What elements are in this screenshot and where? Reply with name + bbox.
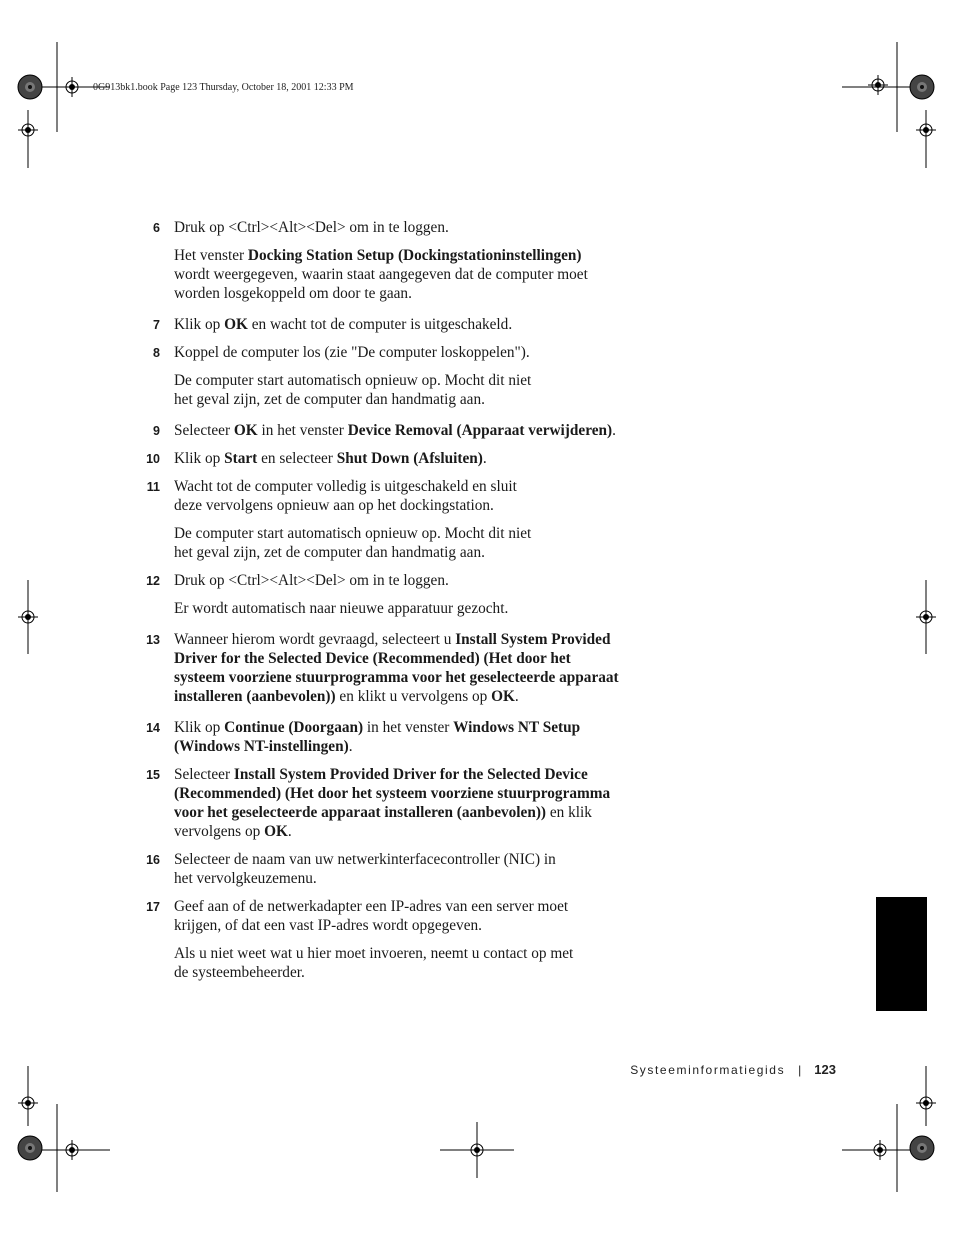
step-number: 14 [146, 721, 160, 735]
footer-section-title: Systeeminformatiegids [630, 1063, 786, 1077]
list-item [140, 449, 640, 468]
step-text [174, 897, 640, 982]
step-number: 13 [146, 633, 160, 647]
step-text [174, 850, 640, 888]
step-text [174, 630, 640, 706]
step-note: Het venster Docking Station Setup (Dockingstationinstellingen) wordt weergegeven, waarin staat aangegeven dat de computer moet worden losgekoppeld om door te gaan. [174, 247, 588, 302]
step-note: Als u niet weet wat u hier moet invoeren, neemt u contact op met de systeembeheerder. [174, 945, 574, 981]
section-thumb-tab [876, 897, 927, 1011]
step-number: 11 [146, 480, 160, 494]
step-number: 12 [146, 574, 160, 588]
step-text [174, 218, 640, 303]
step-number: 10 [146, 452, 160, 466]
step-instruction: Klik op Start en selecteer Shut Down (Afsluiten). [174, 450, 487, 467]
list-item [140, 218, 640, 303]
step-instruction: Selecteer OK in het venster Device Removal (Apparaat verwijderen). [174, 422, 616, 439]
step-instruction: Selecteer de naam van uw netwerkinterfacecontroller (NIC) in het vervolgkeuzemenu. [174, 851, 556, 887]
list-item [140, 315, 640, 334]
step-number: 7 [153, 318, 160, 332]
step-instruction: Geef aan of de netwerkadapter een IP-adres van een server moet krijgen, of dat een vast IP-adres wordt opgegeven. [174, 898, 569, 934]
step-note: De computer start automatisch opnieuw op. Mocht dit niet het geval zijn, zet de computer dan handmatig aan. [174, 525, 532, 561]
step-text [174, 421, 640, 440]
step-text [174, 718, 640, 756]
step-instruction: Wanneer hierom wordt gevraagd, selecteert u Install System Provided Driver for the Selected Device (Recommended) (Het door het systeem voorziene stuurprogramma voor het geselecteerde apparaat installeren (aanbevolen)) en klikt u vervolgens op OK. [174, 631, 619, 705]
list-item [140, 850, 640, 888]
step-note: De computer start automatisch opnieuw op. Mocht dit niet het geval zijn, zet de computer dan handmatig aan. [174, 372, 532, 408]
step-text [174, 449, 640, 468]
footer-separator: | [798, 1063, 802, 1077]
steps-list [140, 218, 640, 982]
step-instruction: Klik op Continue (Doorgaan) in het venster Windows NT Setup (Windows NT-instellingen). [174, 719, 581, 755]
step-instruction: Druk op <Ctrl><Alt><Del> om in te loggen. [174, 219, 449, 236]
page-footer [630, 1062, 836, 1077]
list-item [140, 897, 640, 982]
step-text [174, 571, 640, 618]
step-instruction: Koppel de computer los (zie "De computer loskoppelen"). [174, 344, 530, 361]
step-number: 16 [146, 853, 160, 867]
step-text [174, 765, 640, 841]
step-number: 6 [153, 221, 160, 235]
list-item [140, 571, 640, 618]
list-item [140, 421, 640, 440]
step-number: 8 [153, 346, 160, 360]
step-note: Er wordt automatisch naar nieuwe apparatuur gezocht. [174, 600, 509, 617]
list-item [140, 343, 640, 409]
step-number: 9 [153, 424, 160, 438]
page-number: 123 [814, 1062, 836, 1077]
step-number: 15 [146, 768, 160, 782]
list-item [140, 477, 640, 562]
step-instruction: Wacht tot de computer volledig is uitgeschakeld en sluit deze vervolgens opnieuw aan op het dockingstation. [174, 478, 517, 514]
step-instruction: Klik op OK en wacht tot de computer is uitgeschakeld. [174, 316, 513, 333]
step-text [174, 315, 640, 334]
list-item [140, 765, 640, 841]
step-text [174, 477, 640, 562]
step-instruction: Druk op <Ctrl><Alt><Del> om in te loggen. [174, 572, 449, 589]
step-instruction: Selecteer Install System Provided Driver for the Selected Device (Recommended) (Het door het systeem voorziene stuurprogramma voor het geselecteerde apparaat installeren (aanbevolen)) en klik vervolgens op OK. [174, 766, 611, 840]
print-header: 0G913bk1.book Page 123 Thursday, October 18, 2001 12:33 PM [93, 82, 354, 93]
step-text [174, 343, 640, 409]
step-number: 17 [146, 900, 160, 914]
list-item [140, 718, 640, 756]
list-item [140, 630, 640, 706]
